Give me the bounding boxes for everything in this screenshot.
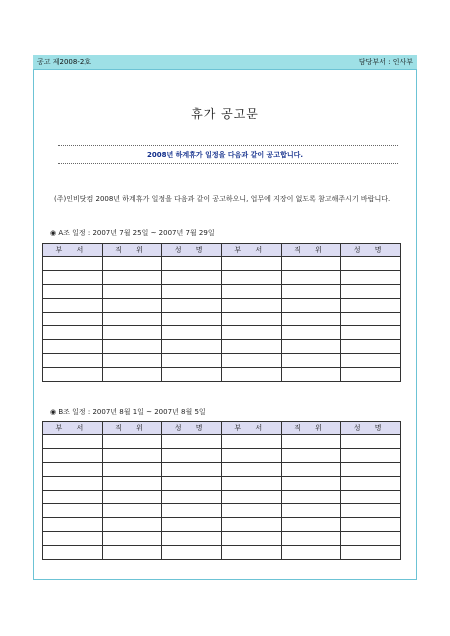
column-header: 직 위	[102, 422, 162, 435]
table-cell[interactable]	[102, 270, 162, 284]
table-cell[interactable]	[281, 257, 341, 271]
table-cell[interactable]	[221, 257, 281, 271]
table-cell[interactable]	[281, 448, 341, 462]
table-cell[interactable]	[162, 476, 222, 490]
table-cell[interactable]	[281, 462, 341, 476]
table-row	[43, 462, 401, 476]
table-cell[interactable]	[43, 546, 103, 560]
intro-paragraph: (주)인비닷컴 2008년 하계휴가 일정을 다음과 같이 공고하오니, 업무에 지장이 없도록 참고해주시기 바랍니다.	[54, 195, 391, 203]
table-cell[interactable]	[281, 284, 341, 298]
table-cell[interactable]	[281, 504, 341, 518]
table-row	[43, 504, 401, 518]
header-bar	[33, 55, 417, 70]
column-header: 성 명	[162, 244, 222, 257]
table-cell[interactable]	[102, 326, 162, 340]
department: 담당부서 : 인사부	[358, 58, 413, 66]
table-cell[interactable]	[281, 326, 341, 340]
table-cell[interactable]	[341, 368, 401, 382]
table-row	[43, 490, 401, 504]
table-cell[interactable]	[43, 435, 103, 449]
table-cell[interactable]	[221, 326, 281, 340]
table-cell[interactable]	[162, 368, 222, 382]
table-cell[interactable]	[43, 532, 103, 546]
group-b-label: ◉ B조 일정 : 2007년 8월 1일 ~ 2007년 8월 5일	[50, 408, 206, 416]
divider-bottom	[58, 163, 398, 164]
table-row	[43, 257, 401, 271]
table-cell[interactable]	[162, 462, 222, 476]
document-subtitle: 2008년 하계휴가 일정을 다음과 같이 공고합니다.	[146, 151, 304, 159]
table-cell[interactable]	[43, 270, 103, 284]
table-cell[interactable]	[341, 546, 401, 560]
column-header: 성 명	[341, 244, 401, 257]
table-cell[interactable]	[162, 257, 222, 271]
table-row	[43, 340, 401, 354]
divider-top	[58, 145, 398, 146]
column-header: 직 위	[281, 422, 341, 435]
table-cell[interactable]	[221, 490, 281, 504]
table-row	[43, 270, 401, 284]
table-row	[43, 284, 401, 298]
table-cell[interactable]	[102, 435, 162, 449]
table-cell[interactable]	[281, 435, 341, 449]
table-cell[interactable]	[221, 462, 281, 476]
table-cell[interactable]	[341, 298, 401, 312]
table-cell[interactable]	[221, 476, 281, 490]
table-cell[interactable]	[341, 476, 401, 490]
table-cell[interactable]	[221, 368, 281, 382]
table-cell[interactable]	[43, 504, 103, 518]
table-cell[interactable]	[162, 284, 222, 298]
table-cell[interactable]	[281, 354, 341, 368]
table-row	[43, 476, 401, 490]
table-cell[interactable]	[162, 518, 222, 532]
table-cell[interactable]	[43, 476, 103, 490]
table-cell[interactable]	[281, 270, 341, 284]
table-row	[43, 546, 401, 560]
table-row	[43, 298, 401, 312]
table-cell[interactable]	[162, 532, 222, 546]
table-cell[interactable]	[43, 518, 103, 532]
table-cell[interactable]	[221, 270, 281, 284]
table-cell[interactable]	[341, 257, 401, 271]
table-cell[interactable]	[221, 518, 281, 532]
table-cell[interactable]	[341, 312, 401, 326]
table-cell[interactable]	[281, 490, 341, 504]
table-row	[43, 532, 401, 546]
table-cell[interactable]	[341, 532, 401, 546]
table-row	[43, 448, 401, 462]
table-cell[interactable]	[281, 532, 341, 546]
table-cell[interactable]	[43, 326, 103, 340]
table-row	[43, 354, 401, 368]
table-row	[43, 435, 401, 449]
table-cell[interactable]	[102, 546, 162, 560]
table-cell[interactable]	[162, 298, 222, 312]
table-cell[interactable]	[281, 368, 341, 382]
column-header: 부 서	[221, 244, 281, 257]
notice-number: 공고 제2008-2호	[37, 58, 92, 66]
table-cell[interactable]	[43, 284, 103, 298]
table-cell[interactable]	[102, 257, 162, 271]
table-cell[interactable]	[102, 504, 162, 518]
table-cell[interactable]	[221, 298, 281, 312]
table-cell[interactable]	[221, 504, 281, 518]
table-cell[interactable]	[43, 462, 103, 476]
table-cell[interactable]	[43, 257, 103, 271]
table-cell[interactable]	[162, 435, 222, 449]
table-cell[interactable]	[221, 284, 281, 298]
table-cell[interactable]	[43, 448, 103, 462]
table-cell[interactable]	[162, 326, 222, 340]
table-cell[interactable]	[43, 340, 103, 354]
table-cell[interactable]	[281, 476, 341, 490]
table-cell[interactable]	[102, 448, 162, 462]
table-cell[interactable]	[341, 448, 401, 462]
table-cell[interactable]	[43, 312, 103, 326]
table-row	[43, 326, 401, 340]
table-cell[interactable]	[162, 354, 222, 368]
table-cell[interactable]	[43, 368, 103, 382]
group-a-label: ◉ A조 일정 : 2007년 7월 25일 ~ 2007년 7월 29일	[50, 229, 215, 237]
column-header: 성 명	[341, 422, 401, 435]
table-cell[interactable]	[102, 518, 162, 532]
table-cell[interactable]	[281, 340, 341, 354]
table-cell[interactable]	[341, 340, 401, 354]
table-cell[interactable]	[43, 354, 103, 368]
table-cell[interactable]	[102, 490, 162, 504]
table-cell[interactable]	[281, 312, 341, 326]
table-cell[interactable]	[43, 298, 103, 312]
document-title: 휴가 공고문	[191, 107, 259, 121]
table-cell[interactable]	[341, 504, 401, 518]
table-cell[interactable]	[281, 298, 341, 312]
table-cell[interactable]	[341, 490, 401, 504]
group-b-table	[42, 421, 401, 560]
table-cell[interactable]	[162, 448, 222, 462]
table-cell[interactable]	[162, 490, 222, 504]
column-header: 성 명	[162, 422, 222, 435]
table-cell[interactable]	[341, 270, 401, 284]
table-cell[interactable]	[281, 518, 341, 532]
column-header: 직 위	[102, 244, 162, 257]
column-header: 부 서	[43, 422, 103, 435]
table-row	[43, 518, 401, 532]
table-cell[interactable]	[341, 326, 401, 340]
table-cell[interactable]	[221, 340, 281, 354]
table-cell[interactable]	[102, 298, 162, 312]
table-cell[interactable]	[341, 462, 401, 476]
table-cell[interactable]	[341, 284, 401, 298]
table-cell[interactable]	[221, 312, 281, 326]
table-cell[interactable]	[221, 532, 281, 546]
table-cell[interactable]	[341, 435, 401, 449]
table-cell[interactable]	[102, 462, 162, 476]
column-header: 부 서	[221, 422, 281, 435]
table-cell[interactable]	[162, 504, 222, 518]
table-cell[interactable]	[341, 518, 401, 532]
column-header: 직 위	[281, 244, 341, 257]
table-cell[interactable]	[341, 354, 401, 368]
column-header: 부 서	[43, 244, 103, 257]
table-cell[interactable]	[162, 340, 222, 354]
table-cell[interactable]	[221, 546, 281, 560]
table-cell[interactable]	[102, 354, 162, 368]
table-cell[interactable]	[102, 532, 162, 546]
table-cell[interactable]	[102, 312, 162, 326]
table-row	[43, 312, 401, 326]
table-cell[interactable]	[281, 546, 341, 560]
table-cell[interactable]	[221, 435, 281, 449]
table-cell[interactable]	[162, 270, 222, 284]
group-a-table	[42, 243, 401, 382]
table-cell[interactable]	[43, 490, 103, 504]
table-cell[interactable]	[102, 340, 162, 354]
table-cell[interactable]	[221, 448, 281, 462]
table-cell[interactable]	[102, 368, 162, 382]
table-cell[interactable]	[162, 546, 222, 560]
table-cell[interactable]	[102, 476, 162, 490]
table-row	[43, 368, 401, 382]
table-cell[interactable]	[102, 284, 162, 298]
table-cell[interactable]	[162, 312, 222, 326]
table-cell[interactable]	[221, 354, 281, 368]
